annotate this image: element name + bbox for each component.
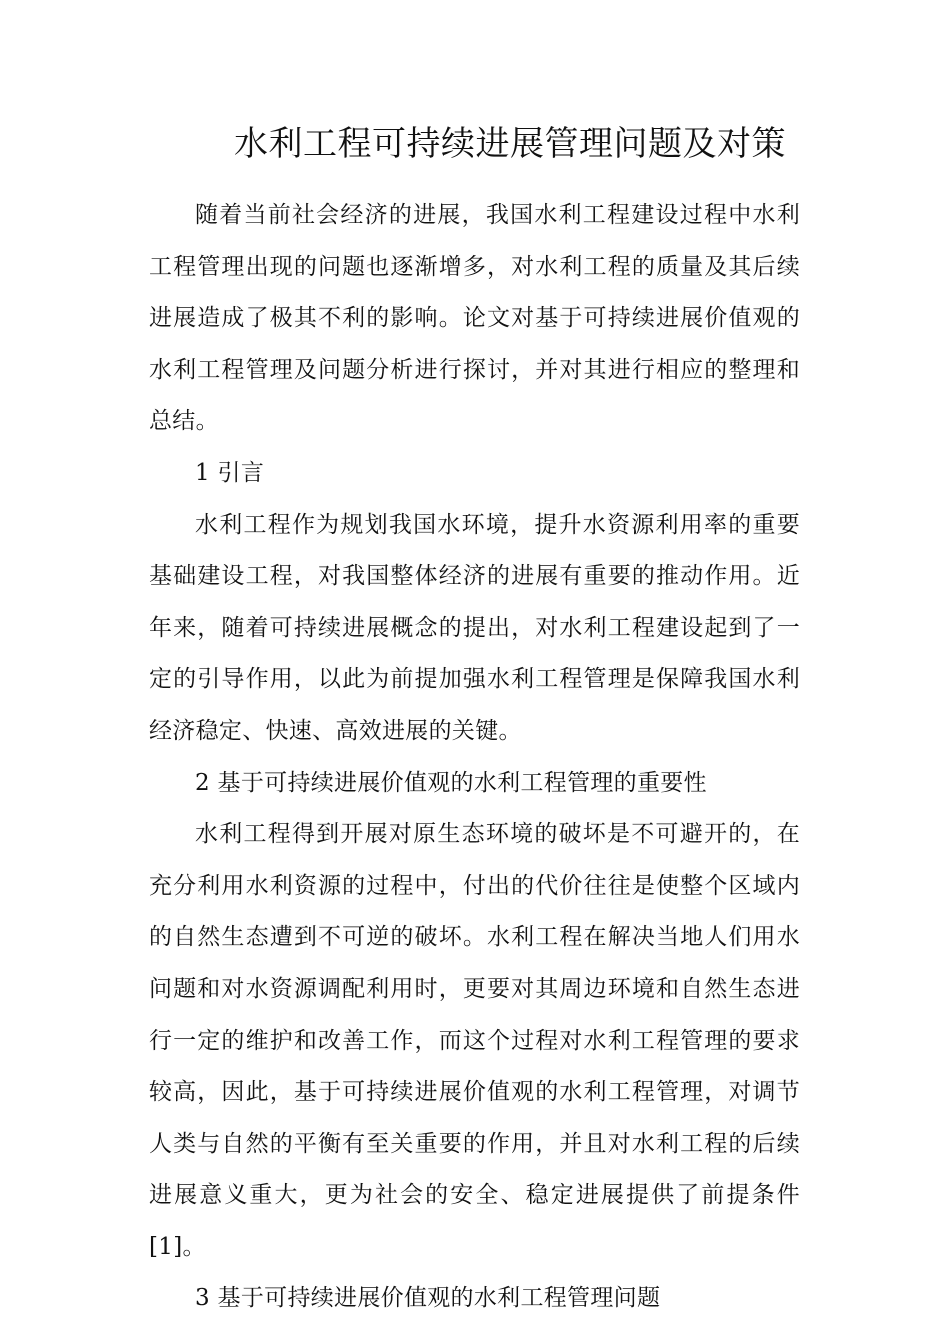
document-title: 水利工程可持续进展管理问题及对策 (234, 124, 786, 164)
section-heading-2: 2 基于可持续进展价值观的水利工程管理的重要性 (195, 769, 707, 796)
section-heading-1: 1 引言 (195, 459, 265, 486)
paragraph-section-1: 水利工程作为规划我国水环境，提升水资源利用率的重要基础建设工程，对我国整体经济的进展有重要的推动作用。近年来，随着可持续进展概念的提出，对水利工程建设起到了一定的引导作用，以此为前提加强水利工程管理是保障我国水利经济稳定、快速、高效进展的关键。 (149, 511, 800, 744)
section-heading-3: 3 基于可持续进展价值观的水利工程管理问题 (195, 1285, 661, 1312)
paragraph-section-2: 水利工程得到开展对原生态环境的破坏是不可避开的，在充分利用水利资源的过程中，付出的代价往往是使整个区域内的自然生态遭到不可逆的破坏。水利工程在解决当地人们用水问题和对水资源调配利用时，更要对其周边环境和自然生态进行一定的维护和改善工作，而这个过程对水利工程管理的要求较高，因此，基于可持续进展价值观的水利工程管理，对调节人类与自然的平衡有至关重要的作用，并且对水利工程的后续进展意义重大，更为社会的安全、稳定进展提供了前提条件[1]。 (149, 821, 800, 1260)
document-body (149, 190, 800, 1325)
paragraph-intro: 随着当前社会经济的进展，我国水利工程建设过程中水利工程管理出现的问题也逐渐增多，对水利工程的质量及其后续进展造成了极其不利的影响。论文对基于可持续进展价值观的水利工程管理及问题分析进行探讨，并对其进行相应的整理和总结。 (149, 202, 800, 435)
